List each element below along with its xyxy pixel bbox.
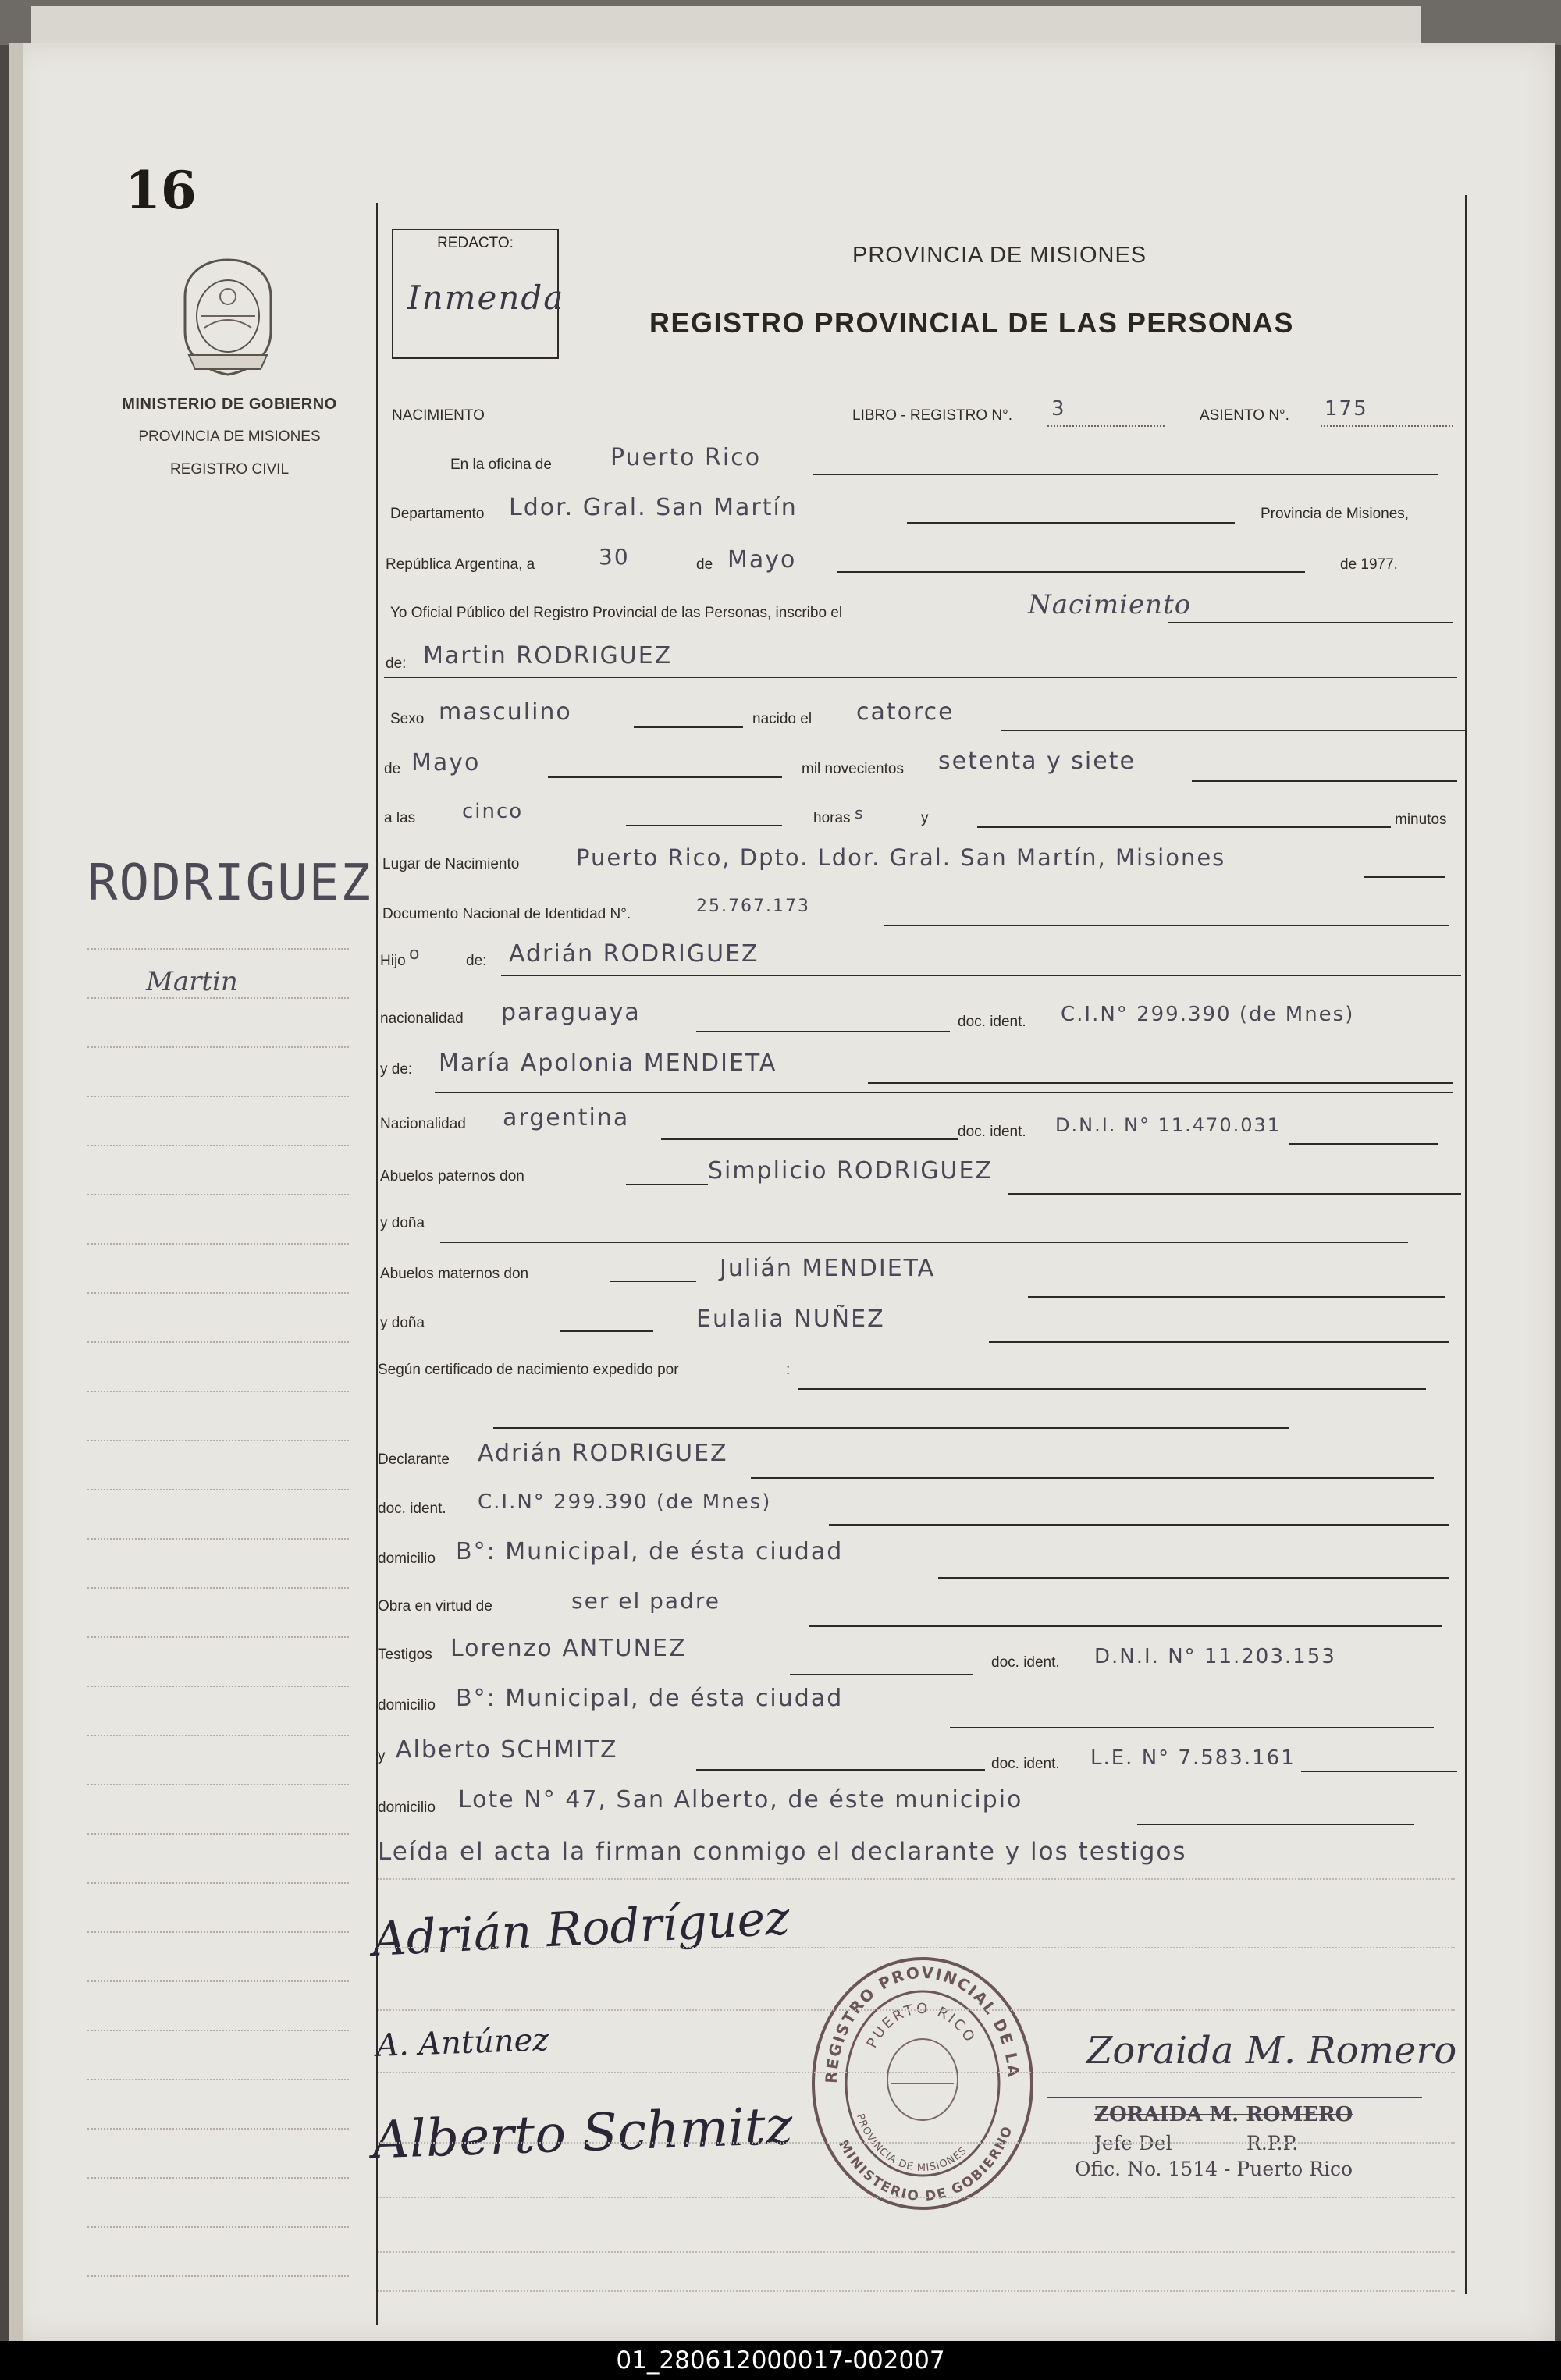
ab-mat-value: Julián MENDIETA xyxy=(720,1255,936,1282)
departamento-label: Departamento xyxy=(390,506,485,522)
dni-label: Documento Nacional de Identidad N°. xyxy=(382,906,631,922)
header-province: PROVINCIA DE MISIONES xyxy=(852,243,1147,268)
dom3-label: domicilio xyxy=(378,1799,436,1816)
svg-text:PUERTO RICO xyxy=(864,2001,980,2051)
hijo-de-label: de: xyxy=(466,953,487,969)
redacto-initials: Inmenda xyxy=(407,279,565,317)
doc1-value: C.I.N° 299.390 (de Mnes) xyxy=(1061,1003,1355,1026)
birth-month-value: Mayo xyxy=(411,749,481,776)
stamp-inner-text: PUERTO RICO xyxy=(863,2000,980,2051)
stamp-ring-text: REGISTRO PROVINCIAL DE LA xyxy=(821,1963,1024,2084)
official-office: Ofic. No. 1514 - Puerto Rico xyxy=(1075,2158,1353,2180)
year-label: de 1977. xyxy=(1340,556,1398,573)
dom1-value: B°: Municipal, de ésta ciudad xyxy=(456,1538,844,1565)
asiento-value: 175 xyxy=(1325,397,1368,421)
ab-pat-label: Abuelos paternos don xyxy=(380,1168,524,1185)
dom2-label: domicilio xyxy=(378,1697,436,1714)
scan-caption: 01_280612000017-002007 xyxy=(0,2341,1561,2380)
ministry-title: MINISTERIO DE GOBIERNO xyxy=(122,396,337,413)
de-name-label: de: xyxy=(386,655,407,672)
libro-value: 3 xyxy=(1051,397,1066,421)
segun-label: Según certificado de nacimiento expedido por xyxy=(378,1362,679,1378)
nac2-label: Nacionalidad xyxy=(380,1116,466,1132)
day-value: 30 xyxy=(599,544,630,570)
departamento-value: Ldor. Gral. San Martín xyxy=(509,494,798,521)
doc3-label: doc. ident. xyxy=(378,1501,446,1517)
hijo-label: Hijo xyxy=(380,953,406,969)
scan-top-strip xyxy=(0,0,1561,45)
official-signature: Zoraida M. Romero xyxy=(1086,2029,1457,2073)
provincia-label: Provincia de Misiones, xyxy=(1261,506,1410,522)
doc2-value: D.N.I. N° 11.470.031 xyxy=(1055,1114,1282,1136)
record-type-label: NACIMIENTO xyxy=(392,407,485,424)
redacto-label: REDACTO: xyxy=(437,235,514,251)
father-value: Adrián RODRIGUEZ xyxy=(509,940,759,968)
doc3-value: C.I.N° 299.390 (de Mnes) xyxy=(478,1490,772,1514)
doc1-label: doc. ident. xyxy=(958,1014,1026,1030)
ministry-province: PROVINCIA DE MISIONES xyxy=(138,428,321,445)
doc4-value: D.N.I. N° 11.203.153 xyxy=(1094,1645,1336,1668)
doc5-label: doc. ident. xyxy=(991,1756,1060,1772)
birth-year-value: setenta y siete xyxy=(938,748,1136,775)
official-title: Jefe Del xyxy=(1094,2132,1172,2154)
coat-of-arms-seal-icon xyxy=(173,254,283,378)
stamp-inner-bottom: PROVINCIA DE MISIONES xyxy=(853,2112,970,2175)
oficina-value: Puerto Rico xyxy=(610,444,762,471)
margin-given-name: Martin xyxy=(146,966,238,997)
doc2-label: doc. ident. xyxy=(958,1124,1026,1140)
dni-value: 25.767.173 xyxy=(696,897,810,916)
redacto-box xyxy=(392,229,565,359)
header-registry: REGISTRO PROVINCIAL DE LAS PERSONAS xyxy=(649,307,1294,339)
lugar-value: Puerto Rico, Dpto. Ldor. Gral. San Martín, Misiones xyxy=(576,844,1226,871)
ydona2-value: Eulalia NUÑEZ xyxy=(696,1305,885,1333)
nacido-value: catorce xyxy=(856,698,955,726)
official-stamp xyxy=(805,1955,1040,2212)
declarante-value: Adrián RODRIGUEZ xyxy=(478,1440,728,1467)
official-title-suffix: R.P.P. xyxy=(1246,2132,1299,2154)
lugar-label: Lugar de Nacimiento xyxy=(382,856,520,872)
testigos-label: Testigos xyxy=(378,1646,432,1663)
official-name: ZORAIDA M. ROMERO xyxy=(1094,2103,1353,2126)
de-label: de xyxy=(696,556,713,573)
sexo-value: masculino xyxy=(439,698,572,726)
testigo1-signature: A. Antúnez xyxy=(375,2022,550,2064)
month-value: Mayo xyxy=(727,546,797,574)
minutos-label: minutos xyxy=(1395,812,1447,828)
closing-text: Leída el acta la firman conmigo el declarante y los testigos xyxy=(378,1838,1187,1866)
declarante-label: Declarante xyxy=(378,1451,450,1468)
doc4-label: doc. ident. xyxy=(991,1654,1060,1671)
stamp-ministry-text: MINISTERIO DE GOBIERNO xyxy=(835,2123,1017,2204)
binding-edge xyxy=(9,43,23,2341)
nac1-value: paraguaya xyxy=(501,999,641,1026)
de-month-label: de xyxy=(384,761,401,777)
left-frame-line xyxy=(376,203,378,2325)
act-value: Nacimiento xyxy=(1028,589,1192,620)
declarante-signature: Adrián Rodríguez xyxy=(371,1891,791,1967)
right-frame-line xyxy=(1465,195,1467,2294)
obra-label: Obra en virtud de xyxy=(378,1598,492,1614)
y-label: y xyxy=(921,810,929,826)
dom3-value: Lote N° 47, San Alberto, de éste municipio xyxy=(458,1786,1023,1813)
dom1-label: domicilio xyxy=(378,1551,436,1567)
doc5-value: L.E. N° 7.583.161 xyxy=(1090,1746,1296,1770)
testigo1-value: Lorenzo ANTUNEZ xyxy=(450,1635,687,1662)
ab-pat-value: Simplicio RODRIGUEZ xyxy=(708,1157,993,1185)
sexo-label: Sexo xyxy=(390,711,425,727)
testigo2-signature: Alberto Schmitz xyxy=(371,2095,794,2171)
ydona1-label: y doña xyxy=(380,1215,425,1231)
hour-value: cinco xyxy=(462,800,524,823)
mil-label: mil novecientos xyxy=(802,761,904,777)
yde-label: y de: xyxy=(380,1061,413,1078)
yo-label: Yo Oficial Público del Registro Provincial de las Personas, inscribo el xyxy=(390,605,843,621)
svg-text:REGISTRO PROVINCIAL DE LAS PER xyxy=(805,1955,1023,2083)
alas-label: a las xyxy=(384,810,416,826)
obra-value: ser el padre xyxy=(571,1588,720,1614)
testigo2-value: Alberto SCHMITZ xyxy=(396,1736,618,1764)
horas-label: horas xyxy=(813,810,851,826)
libro-label: LIBRO - REGISTRO N°. xyxy=(852,407,1013,424)
hijo-suffix: o xyxy=(409,944,421,964)
name-value: Martin RODRIGUEZ xyxy=(423,642,673,670)
nacido-label: nacido el xyxy=(752,711,813,727)
ab-mat-label: Abuelos maternos don xyxy=(380,1266,529,1282)
dom2-value: B°: Municipal, de ésta ciudad xyxy=(456,1685,844,1712)
y2-label: y xyxy=(378,1748,386,1764)
mother-value: María Apolonia MENDIETA xyxy=(439,1050,777,1077)
margin-surname: RODRIGUEZ xyxy=(87,854,372,912)
nac1-label: nacionalidad xyxy=(380,1011,464,1027)
ydona2-label: y doña xyxy=(380,1315,425,1331)
ministry-registro-civil: REGISTRO CIVIL xyxy=(169,461,290,478)
nac2-value: argentina xyxy=(503,1104,630,1131)
republica-label: República Argentina, a xyxy=(386,556,535,573)
asiento-label: ASIENTO N°. xyxy=(1200,407,1289,424)
oficina-label: En la oficina de xyxy=(450,456,552,473)
page-number: 16 xyxy=(125,160,197,221)
registry-page: 16 MINISTERIO DE GOBIERNO PROVINCIA DE MISIONES REGISTRO CIVIL RODRIGUEZ Martin REDACTO: Inmenda PROVINCIA DE MISIONES REGISTRO PROVINCIAL DE LAS PERSONAS NACIMIENTO LIBRO - REGISTRO N°. 3 ASIENTO N°. 175 En la oficina de Puerto Rico Departamento Ldor. Gral. San Martín Provincia de Misiones, República Argentina, a 30 de Mayo de 1977. Yo Oficial Público del Registro Provincial de las Personas, inscribo el Nacimiento de: Martin RODRIGUEZ Sexo masculino nacido el catorce de Mayo mil novecientos setenta y siete a las cinco horas s y minutos Lugar de Nacimiento Puerto Rico, Dpto. Ldor. Gral. San Martín, Misiones Documento Nacional de Identidad N°. 25.767.173 Hijo o de: Adrián RODRIGUEZ nacionalidad paraguaya doc. ident. C.I.N° 299.390 (de Mnes) y de: María Apolonia MENDIETA Nacionalidad argentina doc. ident. D.N.I. N° 11.470.031 Abuelos paternos don Simplicio RODRIGUEZ y doña Abuelos maternos don Julián MENDIETA y doña Eulalia NUÑEZ Según certificado de nacimiento expedido por : Declarante Adrián RODRIGUEZ doc. ident. C.I.N° 299.390 (de Mnes) domicilio B°: Municipal, de ésta ciudad Obra en virtud de ser el padre Testigos Lorenzo ANTUNEZ doc. ident. D.N.I. N° 11.203.153 domicilio B°: Municipal, de ésta ciudad y Alberto SCHMITZ doc. ident. L.E. N° 7.583.161 domicilio Lote N° 47, San Alberto, de éste municipio Leída el acta la firman conmigo el declarante y los testigos Adrián Rodríguez A. Antúnez Alberto Schmitz Zoraida M. Romero REGISTRO PROVINCIAL DE LA PUERTO RICO PROVINCIA DE MISIONES MINISTERIO DE GOBIERNO ZORAIDA M. ROMERO Jefe Del R.P.P. Ofic. No. 1514 - Puerto Rico xyxy=(9,43,1555,2341)
